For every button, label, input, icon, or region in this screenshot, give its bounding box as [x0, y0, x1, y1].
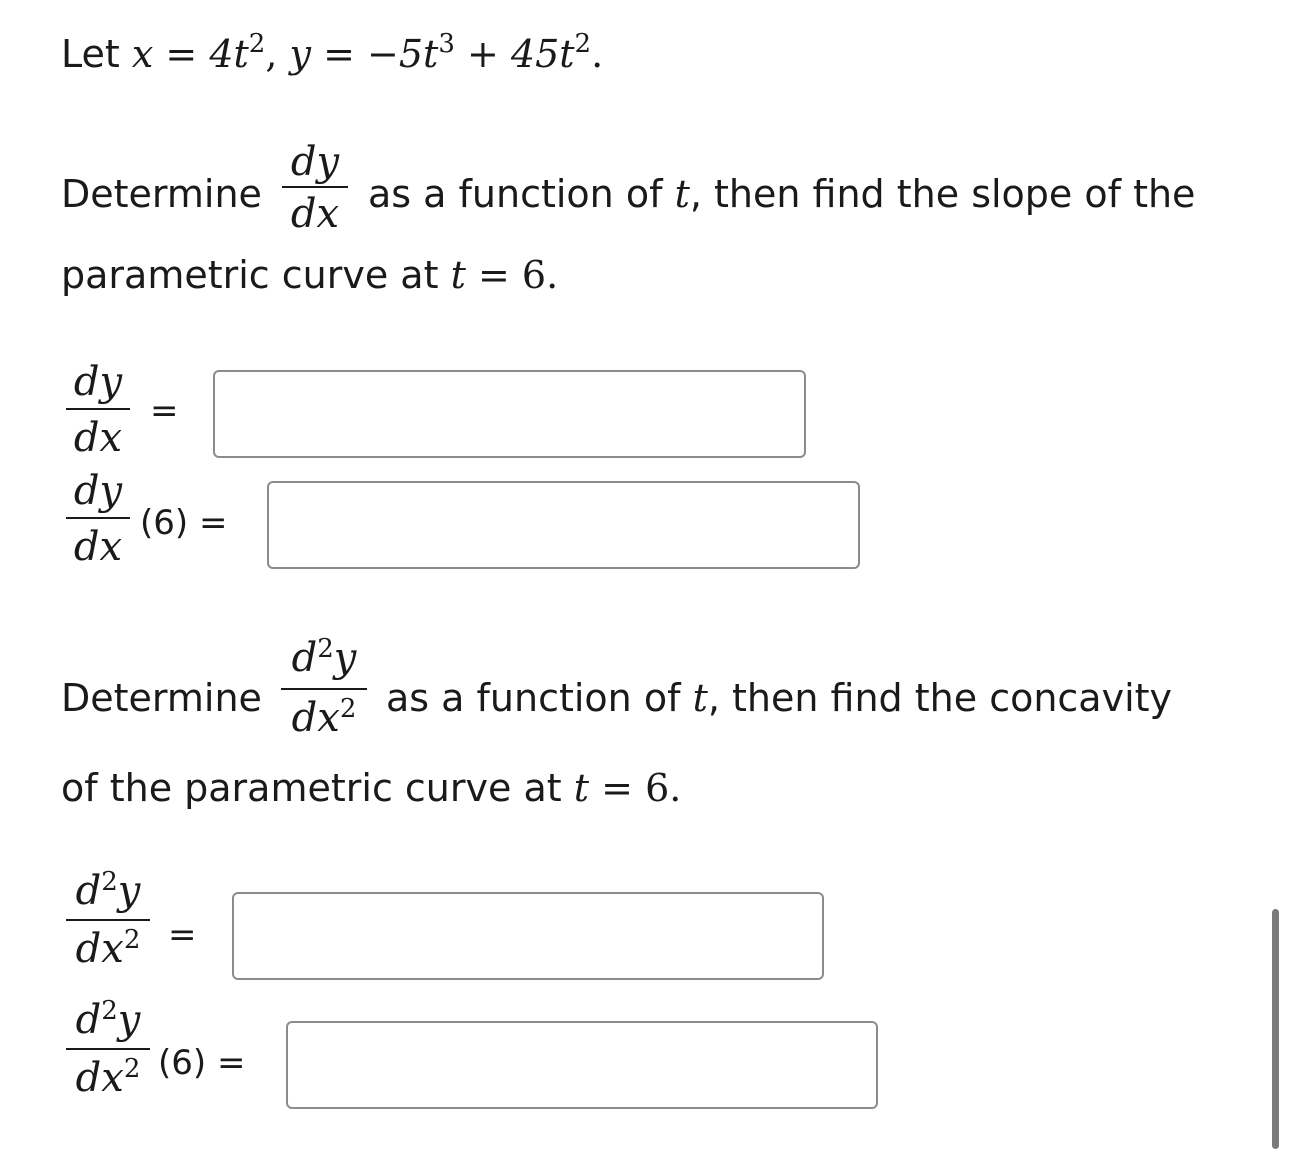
- d-symbol: d: [290, 139, 317, 185]
- let-label: Let: [61, 32, 120, 76]
- d-symbol: d: [75, 1055, 102, 1101]
- prompt-text: as a function of: [386, 676, 681, 720]
- dydx-label-fraction: [66, 359, 130, 461]
- equals-label: =: [150, 391, 179, 431]
- x-symbol: x: [101, 926, 124, 972]
- determine-label: Determine: [61, 172, 262, 216]
- y-symbol: y: [316, 139, 340, 185]
- exponent: 2: [574, 29, 592, 59]
- t-variable: t: [674, 172, 690, 216]
- part2-prompt-line2: [61, 766, 682, 810]
- part1-prompt-line1: [61, 172, 262, 216]
- y-symbol: y: [99, 359, 123, 405]
- part1-prompt-text: [368, 172, 1196, 216]
- y-symbol: y: [333, 635, 357, 681]
- fraction-numerator: [66, 867, 150, 914]
- x-symbol: x: [316, 191, 340, 237]
- t-variable: t: [450, 253, 466, 297]
- d-symbol: d: [73, 415, 100, 461]
- d-symbol: d: [73, 524, 100, 570]
- y-variable: y: [289, 32, 311, 76]
- comma: ,: [265, 32, 278, 76]
- d-symbol: d: [75, 926, 102, 972]
- d-symbol: d: [73, 359, 100, 405]
- prompt-text: , then find the slope of the: [689, 172, 1196, 216]
- t-variable: t: [573, 766, 590, 810]
- d-symbol: d: [75, 868, 102, 914]
- fraction-numerator: [281, 634, 367, 681]
- exponent: 2: [248, 29, 266, 59]
- fraction-bar: [281, 688, 367, 690]
- d-symbol: d: [291, 635, 318, 681]
- d2ydx2-at-6-fraction: [66, 996, 150, 1101]
- fraction-bar: [66, 1048, 150, 1050]
- exponent: 2: [101, 996, 118, 1026]
- prompt-text: , then find the concavity: [707, 676, 1173, 720]
- part2-prompt-line1: [61, 676, 262, 720]
- t-value: 6.: [521, 253, 559, 297]
- exponent: 2: [123, 1054, 141, 1084]
- period: .: [591, 32, 604, 76]
- d-symbol: d: [73, 468, 100, 514]
- x-variable: x: [131, 32, 154, 76]
- exponent: 3: [438, 29, 455, 59]
- fraction-bar: [66, 919, 150, 921]
- t-value: 6.: [645, 766, 682, 810]
- dydx-at-6-fraction: [66, 468, 130, 570]
- t-variable: t: [692, 676, 708, 720]
- dydx-at-6-answer-input[interactable]: [267, 481, 860, 569]
- equals-sign: =: [323, 32, 355, 76]
- fraction-numerator: [66, 468, 130, 514]
- prompt-text: of the parametric curve at: [61, 766, 562, 810]
- exponent: 2: [317, 634, 334, 664]
- equals-sign: =: [601, 766, 633, 810]
- fraction-numerator: [66, 996, 150, 1043]
- exponent: 2: [123, 925, 141, 955]
- d-symbol: d: [291, 695, 318, 741]
- x-symbol: x: [317, 695, 340, 741]
- vertical-scrollbar[interactable]: [1272, 909, 1279, 1149]
- determine-label: Determine: [61, 676, 262, 720]
- fraction-numerator: [282, 139, 348, 185]
- equals-label: =: [168, 915, 197, 955]
- prompt-text: as a function of: [368, 172, 663, 216]
- fraction-bar: [66, 517, 130, 519]
- fraction-bar: [282, 186, 348, 188]
- fraction-denominator: [66, 925, 150, 972]
- fraction-denominator: [282, 191, 348, 237]
- d-symbol: d: [75, 997, 102, 1043]
- d2ydx2-label-fraction: [66, 867, 150, 972]
- fraction-denominator: [66, 1054, 150, 1101]
- x-expression: 4t: [209, 32, 249, 76]
- d2ydx2-fraction: [281, 634, 367, 741]
- y-symbol: y: [117, 997, 141, 1043]
- fraction-bar: [66, 408, 130, 410]
- part2-prompt-text: [386, 676, 1173, 720]
- evaluate-at-6-label: (6) =: [140, 503, 228, 543]
- fraction-numerator: [66, 359, 130, 405]
- y-expression-part1: −5t: [367, 32, 439, 76]
- y-symbol: y: [117, 868, 141, 914]
- prompt-text: parametric curve at: [61, 253, 439, 297]
- problem-statement: [61, 29, 604, 76]
- d2ydx2-answer-input[interactable]: [232, 892, 824, 980]
- evaluate-at-6-label: (6) =: [158, 1043, 246, 1083]
- equals-sign: =: [165, 32, 198, 76]
- d2ydx2-at-6-answer-input[interactable]: [286, 1021, 878, 1109]
- x-symbol: x: [101, 1055, 124, 1101]
- x-symbol: x: [99, 415, 123, 461]
- y-expression-part2: + 45t: [466, 32, 575, 76]
- x-symbol: x: [99, 524, 123, 570]
- fraction-denominator: [66, 415, 130, 461]
- equals-sign: =: [477, 253, 510, 297]
- exponent: 2: [339, 694, 357, 724]
- fraction-denominator: [66, 524, 130, 570]
- dydx-fraction: [282, 139, 348, 237]
- part1-prompt-line2: [61, 253, 559, 297]
- exponent: 2: [101, 867, 118, 897]
- fraction-denominator: [281, 694, 367, 741]
- d-symbol: d: [290, 191, 317, 237]
- dydx-answer-input[interactable]: [213, 370, 806, 458]
- y-symbol: y: [99, 468, 123, 514]
